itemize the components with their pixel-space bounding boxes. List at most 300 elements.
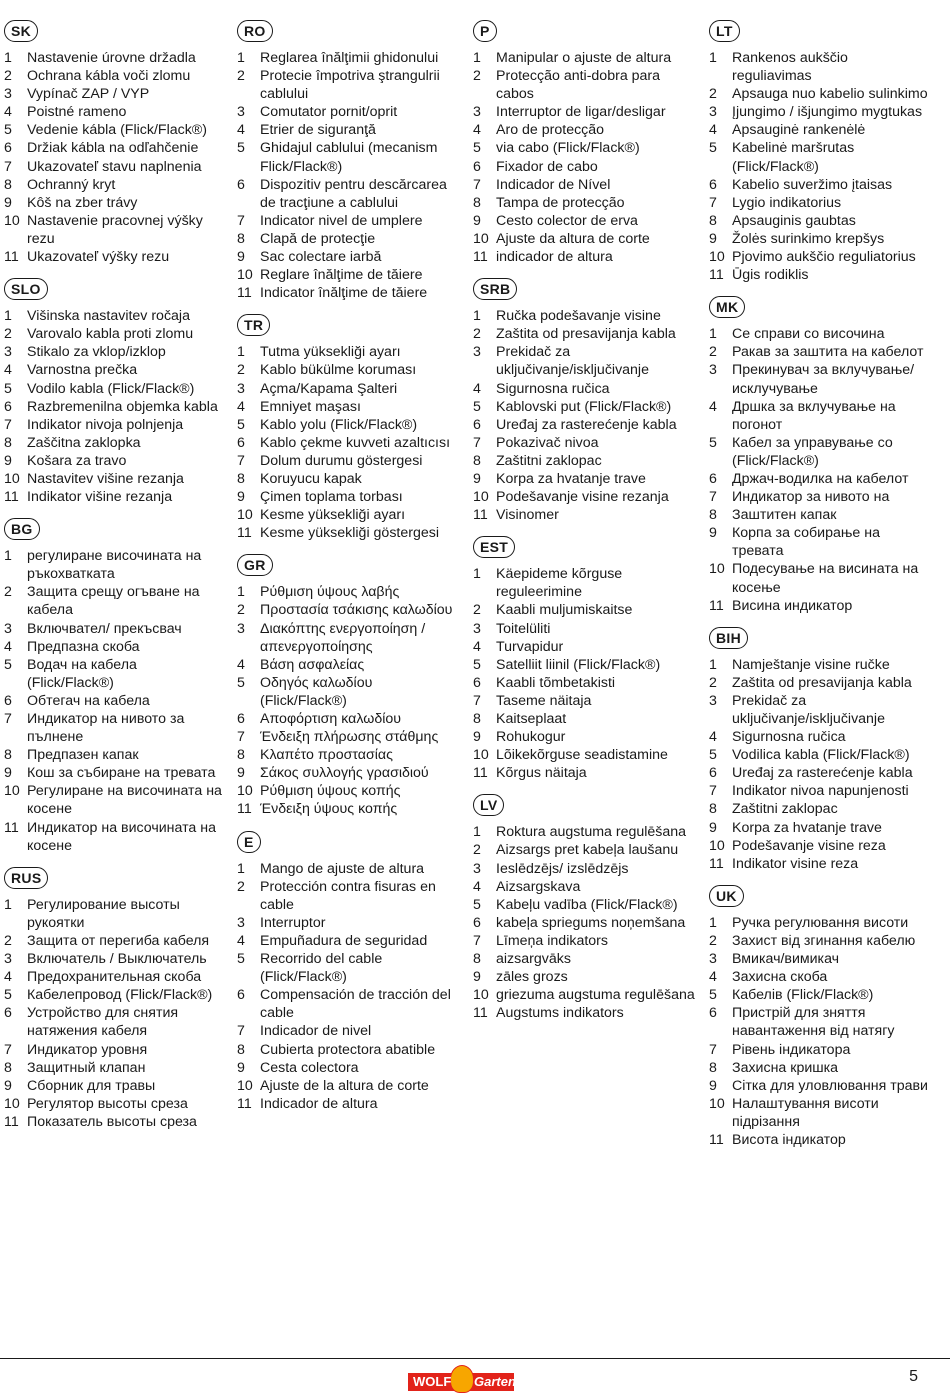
list-item <box>4 710 224 746</box>
list-item <box>237 710 459 728</box>
item-label: Līmeņa indikators <box>496 932 608 949</box>
list-item <box>4 932 224 950</box>
language-section-mk <box>709 296 931 615</box>
item-label: Кош за събиране на тревата <box>27 765 216 782</box>
item-number: 11 <box>709 1131 724 1148</box>
item-label: Сборник для травы <box>27 1077 156 1094</box>
language-code-badge: RUS <box>4 867 48 889</box>
list-item <box>473 823 695 841</box>
item-number: 3 <box>709 951 717 968</box>
list-item <box>4 547 224 583</box>
item-label: Подесување на висината на косење <box>732 561 919 596</box>
item-label: Ajuste de la altura de corte <box>260 1077 429 1094</box>
item-label: Varnostna prečka <box>27 362 138 379</box>
item-number: 8 <box>4 747 12 764</box>
item-number: 7 <box>4 158 12 175</box>
list-item <box>4 950 224 968</box>
list-item <box>473 914 695 932</box>
language-section-uk <box>709 885 931 1149</box>
list-item <box>237 782 459 800</box>
list-item <box>709 764 931 782</box>
list-item <box>4 49 224 67</box>
item-label: Ukazovateľ výšky rezu <box>27 249 170 266</box>
item-number: 1 <box>4 308 12 325</box>
item-number: 10 <box>4 212 20 229</box>
list-item <box>237 416 459 434</box>
item-label: Ieslēdzējs/ izslēdzējs <box>496 860 629 877</box>
item-label: Aizsargskava <box>496 878 581 895</box>
item-label: Kablo bükülme koruması <box>260 362 417 379</box>
item-label: Turvapidur <box>496 638 564 655</box>
item-number: 10 <box>473 230 489 247</box>
list-item <box>4 212 224 248</box>
item-label: Toitelüliti <box>496 620 551 637</box>
item-number: 2 <box>4 584 12 601</box>
item-label: Žolės surinkimo krepšys <box>732 230 885 247</box>
item-number: 1 <box>237 50 245 66</box>
item-number: 6 <box>709 1005 717 1022</box>
list-item <box>237 1022 459 1040</box>
wolf-garten-logo <box>408 1365 514 1393</box>
item-number: 11 <box>709 855 724 872</box>
language-code-badge: SK <box>4 20 38 42</box>
item-number: 2 <box>709 674 717 691</box>
item-label: Показатель высоты среза <box>27 1113 197 1130</box>
list-item <box>709 1077 931 1095</box>
list-item <box>473 986 695 1004</box>
item-label: Uređaj za rasterećenje kabla <box>732 765 913 782</box>
list-item <box>237 800 459 818</box>
item-label: Protecie împotriva ştrangulrii cablului <box>260 68 440 103</box>
item-label: Podešavanje visine rezanja <box>496 489 669 506</box>
item-number: 6 <box>4 1005 12 1022</box>
list-item <box>4 1041 224 1059</box>
item-number: 1 <box>473 824 481 841</box>
item-number: 5 <box>4 122 12 139</box>
item-label: Устройство для снятия натяжения кабеля <box>27 1005 179 1040</box>
list-item <box>4 1004 224 1040</box>
item-number: 9 <box>473 212 481 229</box>
item-number: 10 <box>4 1095 20 1112</box>
item-label: Висота індикатор <box>732 1131 846 1148</box>
item-number: 9 <box>473 969 481 986</box>
list-item <box>473 452 695 470</box>
item-number: 11 <box>237 525 252 542</box>
item-label: Cubierta protectora abatible <box>260 1041 436 1058</box>
item-label: Индикатор за нивото на <box>732 489 890 506</box>
item-number: 7 <box>709 783 717 800</box>
item-label: Clapă de protecţie <box>260 230 376 247</box>
item-number: 8 <box>473 194 481 211</box>
item-number: 2 <box>709 86 717 103</box>
item-number: 8 <box>473 951 481 968</box>
item-number: 2 <box>473 842 481 859</box>
item-label: Interruptor <box>260 914 326 931</box>
item-number: 1 <box>473 566 481 583</box>
language-code-badge: SRB <box>473 278 517 300</box>
item-number: 4 <box>709 122 717 139</box>
logo-wolf-text: WOLF <box>413 1374 452 1389</box>
list-item <box>4 361 224 379</box>
item-number: 9 <box>709 525 717 542</box>
item-label: Предпазен капак <box>27 747 139 764</box>
list-item <box>709 248 931 266</box>
item-number: 10 <box>237 1077 253 1094</box>
language-section-sk <box>4 20 224 266</box>
item-label: Mango de ajuste de altura <box>260 860 425 877</box>
item-number: 7 <box>237 452 245 469</box>
item-label: aizsargvāks <box>496 951 571 968</box>
list-item <box>473 506 695 524</box>
item-number: 3 <box>709 692 717 709</box>
item-label: Apsauginė rankenėlė <box>732 122 866 139</box>
list-item <box>473 230 695 248</box>
list-item <box>237 121 459 139</box>
item-label: Korpa za hvatanje trave <box>732 819 882 836</box>
item-number: 4 <box>4 969 12 986</box>
item-number: 5 <box>237 416 245 433</box>
item-label: Vedenie kábla (Flick/Flack®) <box>27 122 207 139</box>
item-label: Дршка за вклучување на погонот <box>732 398 896 433</box>
list-item <box>709 1131 931 1149</box>
list-item <box>237 764 459 782</box>
item-label: Rohukogur <box>496 729 566 746</box>
list-item <box>709 434 931 470</box>
list-item <box>709 855 931 873</box>
item-number: 10 <box>4 783 20 800</box>
item-number: 11 <box>4 249 19 266</box>
item-label: Kabelio suveržimo įtaisas <box>732 176 893 193</box>
item-number: 3 <box>237 380 245 397</box>
item-number: 7 <box>709 489 717 506</box>
item-label: Empuñadura de seguridad <box>260 932 428 949</box>
item-label: Įjungimo / išjungimo mygtukas <box>732 104 923 121</box>
item-label: Vodilo kabla (Flick/Flack®) <box>27 380 195 397</box>
column-2 <box>237 20 459 1125</box>
item-label: Ένδειξη πλήρωσης στάθμης <box>260 729 439 746</box>
item-label: Sigurnosna ručica <box>732 729 846 746</box>
item-label: Razbremenilna objemka kabla <box>27 398 218 415</box>
item-number: 6 <box>237 176 245 193</box>
item-number: 11 <box>473 1005 488 1022</box>
list-item <box>709 746 931 764</box>
list-item <box>473 212 695 230</box>
item-number: 1 <box>473 308 481 325</box>
item-label: Visinomer <box>496 507 559 524</box>
item-label: indicador de altura <box>496 249 613 266</box>
list-item <box>237 620 459 656</box>
item-number: 10 <box>473 987 489 1004</box>
list-item <box>709 560 931 596</box>
item-number: 4 <box>4 362 12 379</box>
item-number: 5 <box>709 140 717 157</box>
language-code-badge: EST <box>473 536 515 558</box>
item-number: 5 <box>473 140 481 157</box>
list-item <box>4 819 224 855</box>
item-number: 9 <box>237 765 245 782</box>
list-item <box>4 434 224 452</box>
list-item <box>237 488 459 506</box>
item-number: 11 <box>709 267 724 284</box>
item-number: 5 <box>237 674 245 691</box>
item-number: 6 <box>237 711 245 727</box>
item-number: 2 <box>4 68 12 85</box>
item-label: Sac colectare iarbă <box>260 249 382 266</box>
item-number: 2 <box>237 602 245 619</box>
item-label: Indicator nivel de umplere <box>260 212 423 229</box>
list-item <box>709 819 931 837</box>
list-item <box>473 158 695 176</box>
list-item <box>4 782 224 818</box>
item-number: 4 <box>709 398 717 415</box>
item-label: Регулирование высоты рукоятки <box>27 896 180 931</box>
list-item <box>237 932 459 950</box>
item-number: 10 <box>709 1095 725 1112</box>
item-number: 10 <box>237 267 253 284</box>
item-number: 7 <box>237 729 245 746</box>
list-item <box>237 1041 459 1059</box>
list-item <box>473 121 695 139</box>
item-label: регулиране височината на ръкохватката <box>27 548 202 583</box>
list-item <box>237 176 459 212</box>
list-item <box>709 800 931 818</box>
list-item <box>709 343 931 361</box>
item-number: 11 <box>473 507 488 524</box>
item-number: 3 <box>4 86 12 103</box>
item-label: Kõrgus näitaja <box>496 765 587 782</box>
item-number: 5 <box>473 656 481 673</box>
language-code-badge: BIH <box>709 627 748 649</box>
item-label: Korpa za hvatanje trave <box>496 470 646 487</box>
list-item <box>237 139 459 175</box>
item-number: 4 <box>4 638 12 655</box>
item-number: 1 <box>4 548 12 565</box>
list-item <box>4 452 224 470</box>
item-label: Indikator visine reza <box>732 855 859 872</box>
item-number: 11 <box>473 249 488 266</box>
item-number: 6 <box>237 987 245 1004</box>
column-1 <box>4 20 224 1143</box>
list-item <box>4 85 224 103</box>
item-number: 9 <box>237 1059 245 1076</box>
list-item <box>4 103 224 121</box>
item-label: Vypínač ZAP / VYP <box>27 86 150 103</box>
item-label: Višinska nastavitev ročaja <box>27 308 190 325</box>
item-label: Индикатор на височината на косене <box>27 819 216 854</box>
item-number: 4 <box>237 122 245 139</box>
item-label: Ρύθμιση ύψους κοπής <box>260 783 401 800</box>
item-label: Reglare înălţime de tăiere <box>260 267 423 284</box>
item-number: 2 <box>237 362 245 379</box>
item-number: 6 <box>4 692 12 709</box>
item-number: 6 <box>709 470 717 487</box>
language-code-badge: UK <box>709 885 744 907</box>
item-label: Включатель / Выключатель <box>27 951 207 968</box>
item-number: 10 <box>473 747 489 764</box>
item-label: Compensación de tracción del cable <box>260 987 451 1022</box>
language-section-lt <box>709 20 931 284</box>
item-label: via cabo (Flick/Flack®) <box>496 140 640 157</box>
list-item <box>4 1077 224 1095</box>
item-label: Захист від згинання кабелю <box>732 932 916 949</box>
item-label: Kablo yolu (Flick/Flack®) <box>260 416 418 433</box>
item-number: 1 <box>4 896 12 913</box>
item-label: Indikator nivoja polnjenja <box>27 416 184 433</box>
item-number: 9 <box>4 452 12 469</box>
item-number: 4 <box>473 122 481 139</box>
list-item <box>4 986 224 1004</box>
list-item <box>473 325 695 343</box>
language-section-e <box>237 831 459 1113</box>
list-item <box>709 49 931 85</box>
list-item <box>237 1059 459 1077</box>
item-number: 1 <box>709 914 717 931</box>
list-item <box>4 248 224 266</box>
language-section-slo <box>4 278 224 506</box>
list-item <box>4 968 224 986</box>
item-number: 4 <box>473 878 481 895</box>
list-item <box>709 674 931 692</box>
list-item <box>473 194 695 212</box>
list-item <box>237 67 459 103</box>
item-number: 9 <box>473 729 481 746</box>
item-label: Водач на кабела (Flick/Flack®) <box>27 656 137 691</box>
item-label: Пристрій для зняття навантаження від натягу <box>732 1005 895 1040</box>
list-item <box>4 1059 224 1077</box>
language-section-rus <box>4 867 224 1131</box>
item-number: 8 <box>4 1059 12 1076</box>
list-item <box>473 728 695 746</box>
list-item <box>4 307 224 325</box>
language-section-bg <box>4 518 224 855</box>
item-number: 1 <box>237 584 245 601</box>
item-label: Indicador de altura <box>260 1095 378 1112</box>
list-item <box>237 878 459 914</box>
item-label: Koruyucu kapak <box>260 470 362 487</box>
list-item <box>473 656 695 674</box>
item-label: Tampa de protecção <box>496 194 625 211</box>
item-label: Namještanje visine ručke <box>732 656 890 673</box>
list-item <box>237 380 459 398</box>
language-section-gr <box>237 554 459 818</box>
item-number: 11 <box>237 1095 252 1112</box>
item-number: 6 <box>709 765 717 782</box>
item-number: 6 <box>473 674 481 691</box>
item-number: 3 <box>473 104 481 121</box>
list-item <box>473 565 695 601</box>
list-item <box>709 212 931 230</box>
item-label: Регулятор высоты среза <box>27 1095 188 1112</box>
item-number: 9 <box>4 1077 12 1094</box>
item-label: Корпа за собирање на тревата <box>732 525 880 560</box>
item-label: Roktura augstuma regulēšana <box>496 824 687 841</box>
item-label: Предохранительная скоба <box>27 969 202 986</box>
item-number: 9 <box>237 249 245 266</box>
language-section-srb <box>473 278 695 524</box>
item-label: Ukazovateľ stavu naplnenia <box>27 158 202 175</box>
item-label: Recorrido del cable (Flick/Flack®) <box>260 951 383 986</box>
item-number: 9 <box>473 470 481 487</box>
item-number: 8 <box>4 176 12 193</box>
list-item <box>473 49 695 67</box>
item-number: 2 <box>473 68 481 85</box>
item-number: 3 <box>709 104 717 121</box>
item-label: Кабелепровод (Flick/Flack®) <box>27 987 213 1004</box>
item-label: Košara za travo <box>27 452 127 469</box>
item-label: Kaitseplaat <box>496 711 567 727</box>
item-number: 9 <box>709 1077 717 1094</box>
item-number: 5 <box>709 434 717 451</box>
item-label: Захисна кришка <box>732 1059 839 1076</box>
item-number: 7 <box>473 434 481 451</box>
item-number: 10 <box>237 507 253 524</box>
language-code-badge: GR <box>237 554 273 576</box>
item-number: 11 <box>237 801 252 818</box>
item-label: Kôš na zber trávy <box>27 194 138 211</box>
item-label: Ручка регулювання висоти <box>732 914 909 931</box>
item-number: 1 <box>473 50 481 66</box>
list-item <box>709 121 931 139</box>
item-label: Käepideme kõrguse reguleerimine <box>496 566 623 601</box>
item-number: 2 <box>473 326 481 343</box>
item-number: 2 <box>4 326 12 343</box>
list-item <box>237 728 459 746</box>
item-number: 5 <box>4 987 12 1004</box>
item-number: 5 <box>237 140 245 157</box>
list-item <box>237 452 459 470</box>
item-label: Ένδειξη ύψους κοπής <box>260 801 398 818</box>
list-item <box>237 470 459 488</box>
item-label: Lõikekõrguse seadistamine <box>496 747 668 764</box>
item-number: 2 <box>237 68 245 85</box>
list-item <box>237 506 459 524</box>
list-item <box>237 361 459 379</box>
list-item <box>709 656 931 674</box>
item-label: Reglarea înălţimii ghidonului <box>260 50 439 66</box>
item-label: Etrier de siguranţă <box>260 122 376 139</box>
list-item <box>4 325 224 343</box>
item-label: Ochranný kryt <box>27 176 116 193</box>
list-item <box>473 434 695 452</box>
list-item <box>237 950 459 986</box>
item-label: Οδηγός καλωδίου (Flick/Flack®) <box>260 674 373 709</box>
language-section-tr <box>237 314 459 542</box>
item-number: 8 <box>709 212 717 229</box>
list-item <box>237 343 459 361</box>
list-item <box>473 896 695 914</box>
item-label: Включвател/ прекъсвач <box>27 620 182 637</box>
list-item <box>709 837 931 855</box>
item-label: Kabelinė maršrutas (Flick/Flack®) <box>732 140 855 175</box>
list-item <box>709 230 931 248</box>
list-item <box>4 896 224 932</box>
language-code-badge: LT <box>709 20 740 42</box>
item-number: 10 <box>709 561 725 578</box>
list-item <box>709 914 931 932</box>
page-number: 5 <box>909 1368 918 1385</box>
item-label: Kablovski put (Flick/Flack®) <box>496 398 672 415</box>
item-label: Zaštitni zaklopac <box>732 801 838 818</box>
item-label: Rankenos aukščio reguliavimas <box>732 50 848 85</box>
item-number: 5 <box>473 896 481 913</box>
list-item <box>473 968 695 986</box>
list-item <box>4 488 224 506</box>
item-label: Nastavenie pracovnej výšky rezu <box>27 212 203 247</box>
item-label: Κλαπέτο προστασίας <box>260 747 393 764</box>
list-item <box>4 343 224 361</box>
list-item <box>709 194 931 212</box>
fox-emblem-icon <box>450 1365 474 1393</box>
